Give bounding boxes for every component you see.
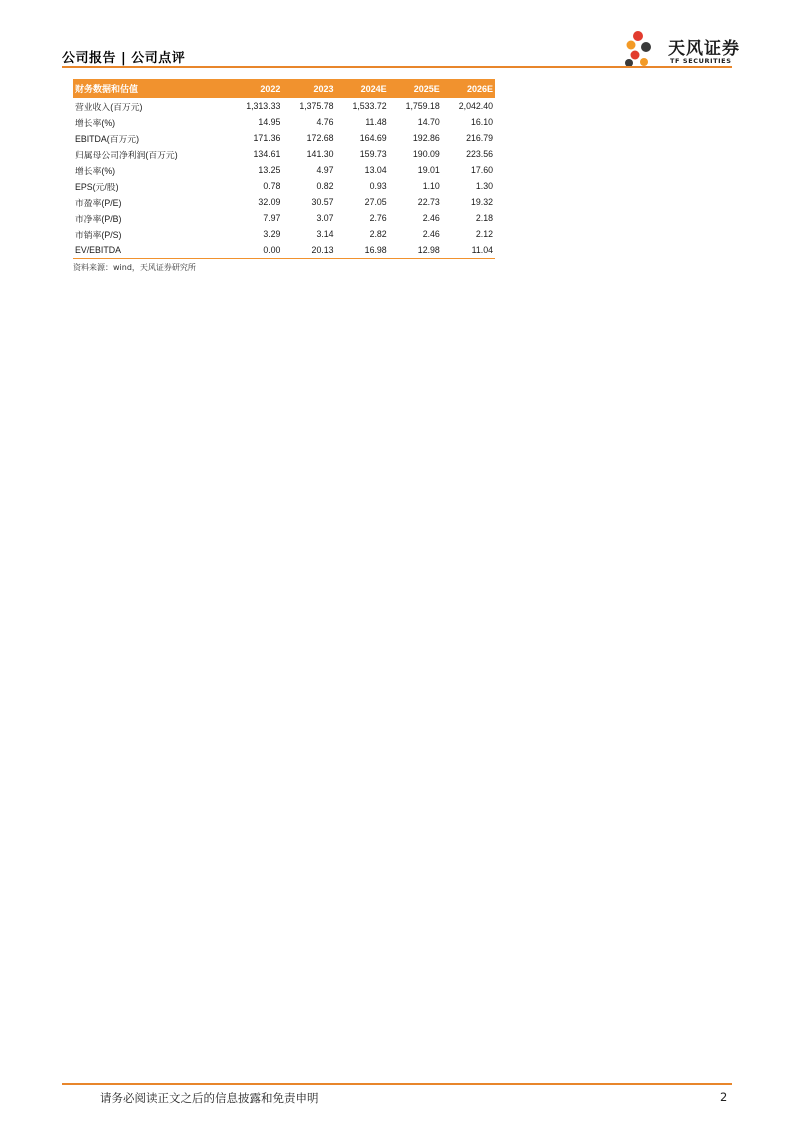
metric-value: 1,533.72 (352, 101, 387, 111)
metric-label: 归属母公司净利润(百万元) (75, 149, 178, 160)
table-row (73, 194, 495, 210)
metric-label: 增长率(%) (75, 117, 116, 128)
metric-value: 16.98 (336, 242, 389, 259)
metric-value: 1.30 (475, 181, 493, 191)
metric-label: EPS(元/股) (75, 181, 119, 192)
metric-value: 14.95 (258, 117, 281, 127)
metric-value: 1,759.18 (405, 101, 440, 111)
metric-label: EBITDA(百万元) (75, 133, 140, 144)
year-column-header: 2024E (360, 83, 387, 94)
metric-value: 2.18 (475, 213, 493, 223)
metric-label: 市净率(P/B) (75, 213, 122, 224)
table-row (73, 130, 495, 146)
metric-value: 3.14 (316, 229, 334, 239)
metric-value: 32.09 (258, 197, 281, 207)
table-header-row (73, 79, 495, 98)
footer-divider (62, 1083, 732, 1085)
table-row (73, 114, 495, 130)
logo-subtitle: TF SECURITIES (670, 57, 732, 65)
year-column-header: 2026E (466, 83, 493, 94)
metric-value: 3.29 (263, 229, 281, 239)
metric-value: 13.25 (258, 165, 281, 175)
table-row (73, 242, 495, 259)
metric-value: 0.82 (316, 181, 334, 191)
metric-value: 2.12 (475, 229, 493, 239)
metric-value: 17.60 (470, 165, 493, 175)
metric-value: 3.07 (316, 213, 334, 223)
metric-value: 4.76 (316, 117, 334, 127)
table-title-header: 财务数据和估值 (75, 84, 139, 94)
header-divider (62, 66, 732, 68)
logo-petal-red-top (633, 31, 643, 41)
table-row (73, 226, 495, 242)
logo-wordmark: 天风证券 (668, 39, 740, 59)
metric-value: 4.97 (316, 165, 334, 175)
table-row (73, 146, 495, 162)
metric-value: 11.04 (442, 242, 495, 259)
metric-value: 13.04 (364, 165, 387, 175)
metric-label: 市盈率(P/E) (75, 197, 122, 208)
page-number: 2 (720, 1090, 728, 1104)
metric-value: 1.10 (422, 181, 440, 191)
metric-value: 2.46 (422, 229, 440, 239)
metric-value: 159.73 (359, 149, 387, 159)
metric-value: 14.70 (417, 117, 440, 127)
metric-value: 1,313.33 (246, 101, 281, 111)
metric-value: 22.73 (417, 197, 440, 207)
footer-disclaimer: 请务必阅读正文之后的信息披露和免责申明 (100, 1091, 319, 1105)
metric-value: 0.93 (369, 181, 387, 191)
metric-value: 164.69 (359, 133, 387, 143)
metric-value: 12.98 (389, 242, 442, 259)
metric-value: 2.46 (422, 213, 440, 223)
metric-value: 141.30 (306, 149, 334, 159)
logo-petal-orange-bottom (640, 58, 648, 66)
metric-value: 2.82 (369, 229, 387, 239)
metric-value: 172.68 (306, 133, 334, 143)
metric-value: 19.32 (470, 197, 493, 207)
year-column-header: 2023 (313, 83, 334, 94)
metric-value: 1,375.78 (299, 101, 334, 111)
year-column-header: 2025E (413, 83, 440, 94)
metric-value: 19.01 (417, 165, 440, 175)
metric-value: 0.00 (229, 242, 282, 259)
report-header-title: 公司报告 | 公司点评 (62, 51, 186, 66)
logo-petal-orange-left (627, 41, 636, 50)
table-row (73, 178, 495, 194)
table-row (73, 98, 495, 114)
metric-value: 20.13 (282, 242, 335, 259)
source-note: 资料来源：wind，天风证券研究所 (73, 263, 196, 272)
metric-value: 2.76 (369, 213, 387, 223)
year-column-header: 2022 (260, 83, 281, 94)
metric-label: 市销率(P/S) (75, 229, 122, 240)
table-row (73, 162, 495, 178)
metric-value: 192.86 (412, 133, 440, 143)
metric-label: EV/EBITDA (73, 242, 229, 259)
metric-value: 0.78 (263, 181, 281, 191)
table-row (73, 210, 495, 226)
metric-label: 营业收入(百万元) (75, 101, 143, 112)
metric-value: 2,042.40 (458, 101, 493, 111)
logo-petal-dark-right (641, 42, 651, 52)
metric-value: 16.10 (470, 117, 493, 127)
metric-value: 30.57 (311, 197, 334, 207)
metric-value: 223.56 (466, 149, 493, 159)
metric-value: 216.79 (466, 133, 493, 143)
metric-value: 134.61 (253, 149, 281, 159)
logo-petal-red-bottom (631, 51, 640, 60)
metric-value: 190.09 (412, 149, 440, 159)
metric-value: 7.97 (263, 213, 281, 223)
metric-value: 27.05 (364, 197, 387, 207)
metric-label: 增长率(%) (75, 165, 116, 176)
metric-value: 11.48 (365, 117, 387, 127)
financial-data-table (73, 79, 495, 259)
metric-value: 171.36 (253, 133, 281, 143)
